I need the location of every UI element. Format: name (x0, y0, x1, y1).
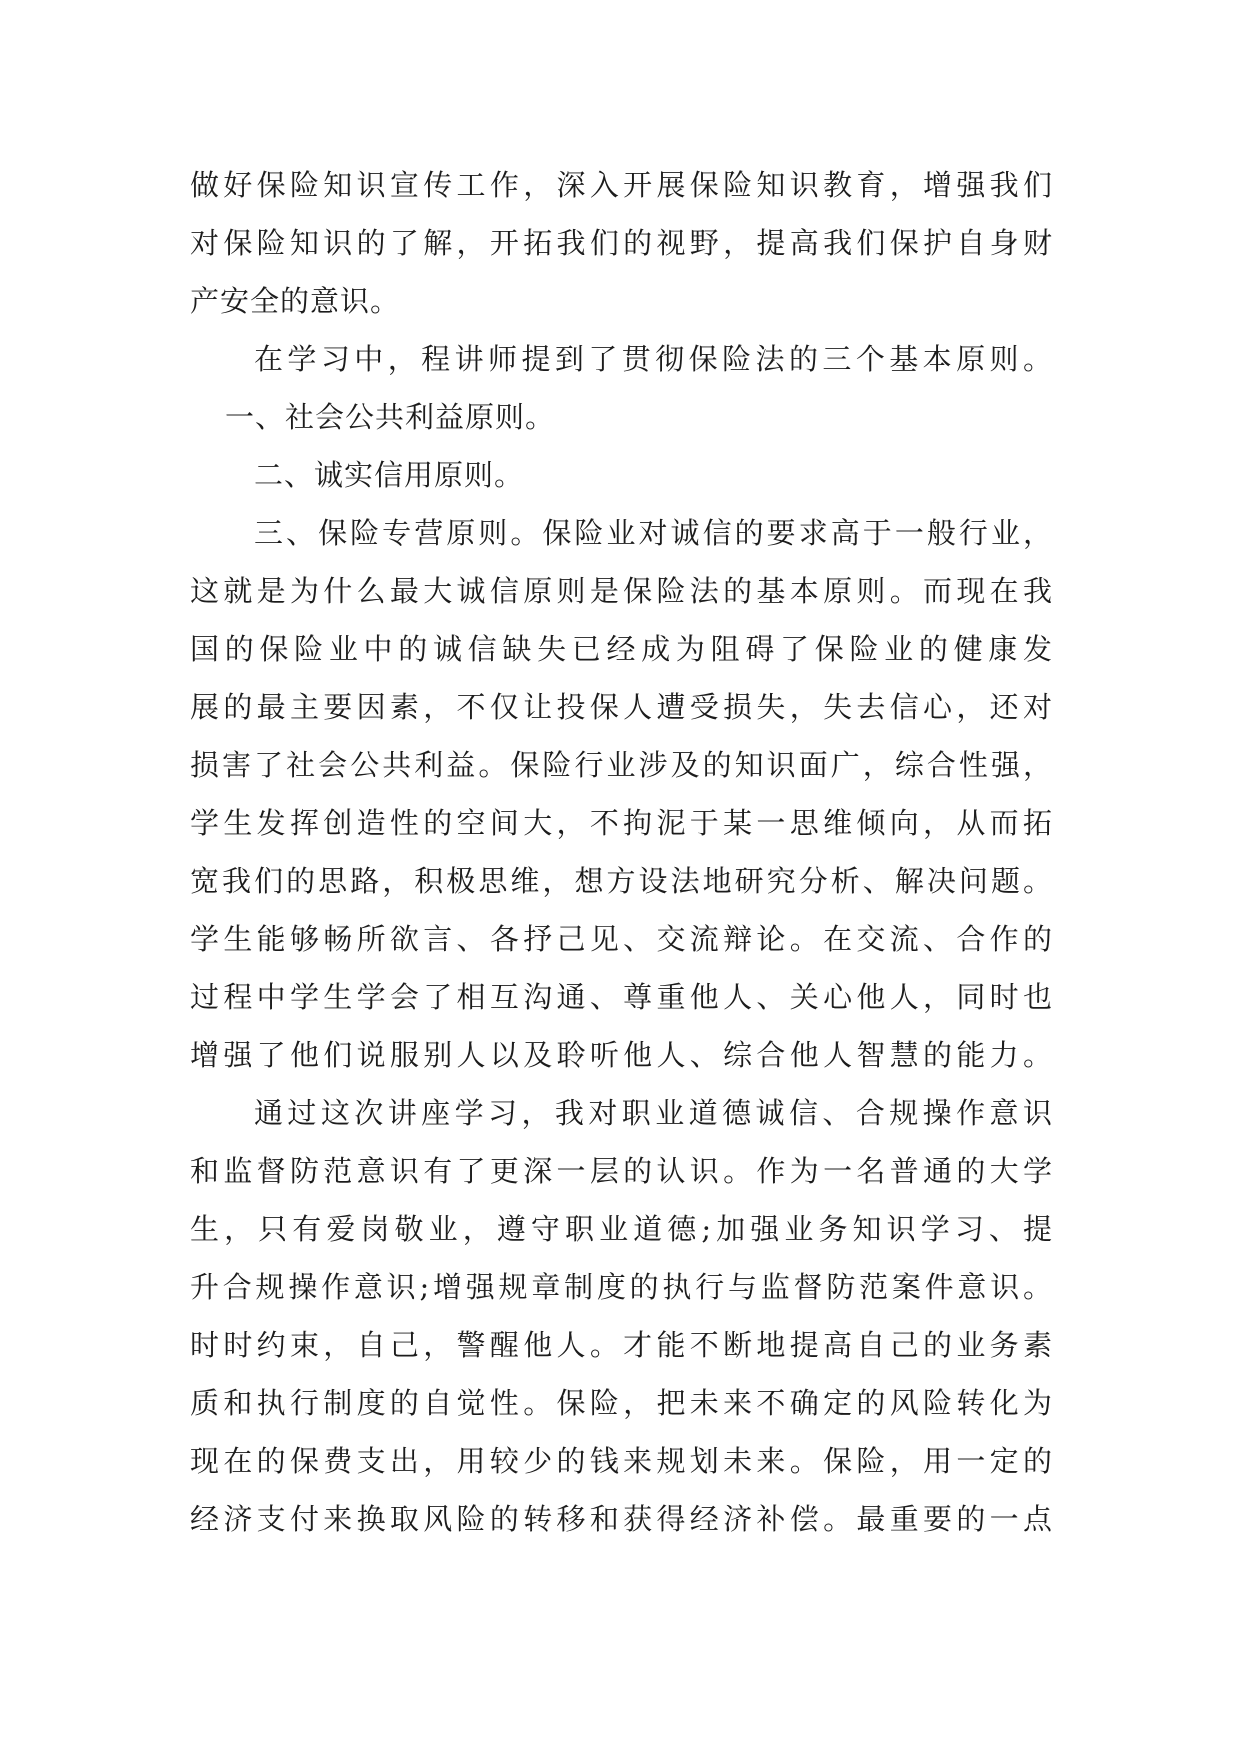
text-line: 学生能够畅所欲言、各抒己见、交流辩论。在交流、合作的 (190, 922, 1052, 956)
text-line: 质和执行制度的自觉性。保险，把未来不确定的风险转化为 (190, 1386, 1052, 1420)
principle-item-3 (190, 504, 1052, 1084)
text-line: 增强了他们说服别人以及聆听他人、综合他人智慧的能力。 (190, 1038, 1052, 1072)
paragraph-1 (190, 156, 1052, 330)
text-line: 展的最主要因素，不仅让投保人遭受损失，失去信心，还对 (190, 690, 1052, 724)
body-text (190, 156, 1052, 1548)
text-line: 一、社会公共利益原则。 (225, 400, 556, 434)
principle-item-2 (190, 446, 1052, 504)
text-line: 时时约束，自己，警醒他人。才能不断地提高自己的业务素 (190, 1328, 1052, 1362)
text-line: 宽我们的思路，积极思维，想方设法地研究分析、解决问题。 (190, 864, 1052, 898)
text-line: 升合规操作意识;增强规章制度的执行与监督防范案件意识。 (190, 1270, 1052, 1304)
text-line: 生，只有爱岗敬业，遵守职业道德;加强业务知识学习、提 (190, 1212, 1052, 1246)
text-line: 和监督防范意识有了更深一层的认识。作为一名普通的大学 (190, 1154, 1052, 1188)
text-line: 损害了社会公共利益。保险行业涉及的知识面广，综合性强， (190, 748, 1052, 782)
text-line: 通过这次讲座学习，我对职业道德诚信、合规操作意识 (254, 1096, 1052, 1130)
text-line: 过程中学生学会了相互沟通、尊重他人、关心他人，同时也 (190, 980, 1052, 1014)
text-line: 学生发挥创造性的空间大，不拘泥于某一思维倾向，从而拓 (190, 806, 1052, 840)
text-line: 做好保险知识宣传工作，深入开展保险知识教育，增强我们 (190, 168, 1052, 202)
paragraph-2 (190, 330, 1052, 388)
text-line: 在学习中，程讲师提到了贯彻保险法的三个基本原则。 (254, 342, 1052, 376)
text-line: 经济支付来换取风险的转移和获得经济补偿。最重要的一点 (190, 1502, 1052, 1536)
text-line: 现在的保费支出，用较少的钱来规划未来。保险，用一定的 (190, 1444, 1052, 1478)
text-line: 三、保险专营原则。保险业对诚信的要求高于一般行业， (254, 516, 1052, 550)
text-line: 这就是为什么最大诚信原则是保险法的基本原则。而现在我 (190, 574, 1052, 608)
text-line: 二、诚实信用原则。 (254, 458, 525, 492)
text-line: 产安全的意识。 (190, 284, 401, 318)
paragraph-conclusion (190, 1084, 1052, 1548)
principle-item-1 (190, 388, 1052, 446)
text-line: 国的保险业中的诚信缺失已经成为阻碍了保险业的健康发 (190, 632, 1052, 666)
text-line: 对保险知识的了解，开拓我们的视野，提高我们保护自身财 (190, 226, 1052, 260)
